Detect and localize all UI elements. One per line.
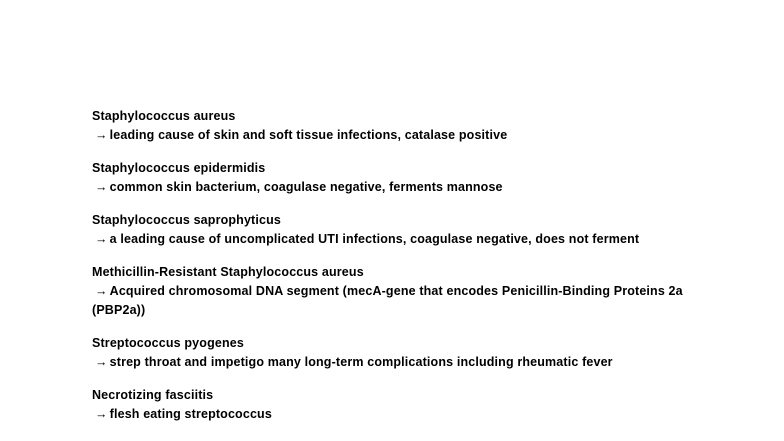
arrow-icon: → (95, 128, 108, 142)
entry-staphylococcus-aureus (92, 107, 692, 145)
arrow-icon: → (95, 284, 108, 298)
entry-description: a leading cause of uncomplicated UTI infections, coagulase negative, does not ferment (109, 232, 640, 246)
entry-description-line (92, 353, 692, 372)
arrow-icon: → (95, 355, 108, 369)
entry-description: Acquired chromosomal DNA segment (mecA-gene that encodes Penicillin-Binding Proteins 2a (PBP2a)) (92, 284, 683, 317)
slide-body (92, 107, 692, 438)
entry-staphylococcus-epidermidis (92, 159, 692, 197)
entry-mrsa (92, 263, 692, 320)
entry-necrotizing-fasciitis (92, 386, 692, 424)
entry-description: strep throat and impetigo many long-term complications including rheumatic fever (109, 355, 613, 369)
entry-staphylococcus-saprophyticus (92, 211, 692, 249)
entry-description-line (92, 282, 692, 320)
entry-description-line (92, 126, 692, 145)
entry-term: Staphylococcus epidermidis (92, 161, 266, 175)
entry-term: Streptococcus pyogenes (92, 336, 244, 350)
arrow-icon: → (95, 407, 108, 421)
entry-term: Staphylococcus saprophyticus (92, 213, 281, 227)
entry-description-line (92, 178, 692, 197)
arrow-icon: → (95, 180, 108, 194)
entry-term: Methicillin-Resistant Staphylococcus aureus (92, 265, 364, 279)
arrow-icon: → (95, 232, 108, 246)
entry-description-line (92, 230, 692, 249)
entry-term: Necrotizing fasciitis (92, 388, 214, 402)
entry-description: leading cause of skin and soft tissue infections, catalase positive (109, 128, 508, 142)
entry-description-line (92, 405, 692, 424)
entry-description: common skin bacterium, coagulase negative, ferments mannose (109, 180, 503, 194)
entry-streptococcus-pyogenes (92, 334, 692, 372)
entry-term: Staphylococcus aureus (92, 109, 236, 123)
entry-description: flesh eating streptococcus (109, 407, 272, 421)
